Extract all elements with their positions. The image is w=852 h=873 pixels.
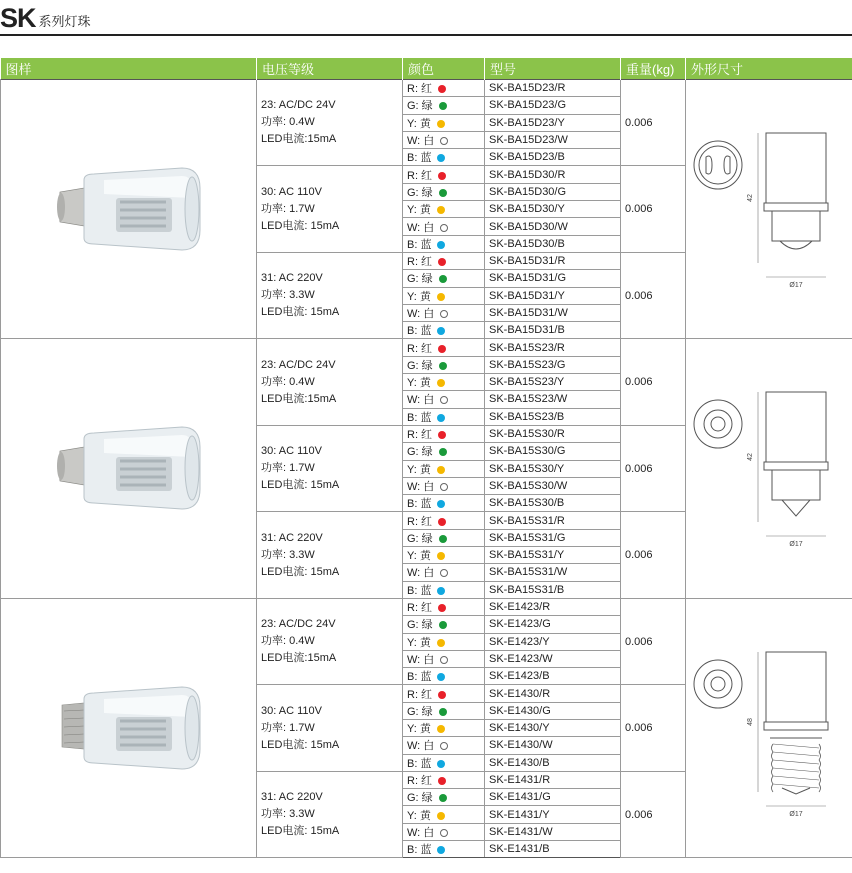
color-cell xyxy=(403,408,485,425)
led-current: LED电流: 15mA xyxy=(261,219,340,232)
col-header-weight: 重量(kg) xyxy=(621,58,686,80)
model-cell: SK-BA15D31/Y xyxy=(485,287,621,304)
color-cell xyxy=(403,443,485,460)
color-cell xyxy=(403,97,485,114)
color-label: G: 绿 xyxy=(407,792,433,805)
color-dot-icon xyxy=(438,777,446,785)
voltage-cell xyxy=(257,771,403,857)
color-dot-icon xyxy=(438,691,446,699)
model-cell: SK-E1431/W xyxy=(485,823,621,840)
color-dot-icon xyxy=(440,483,448,491)
color-label: G: 绿 xyxy=(407,705,433,718)
color-dot-icon xyxy=(438,604,446,612)
model-cell: SK-E1423/W xyxy=(485,650,621,667)
title-rule xyxy=(0,34,852,36)
voltage-cell xyxy=(257,425,403,511)
color-label: Y: 黄 xyxy=(407,204,431,217)
color-cell xyxy=(403,495,485,512)
color-cell xyxy=(403,598,485,615)
color-label: W: 白 xyxy=(407,221,435,234)
color-cell xyxy=(403,754,485,771)
model-cell: SK-E1431/R xyxy=(485,771,621,788)
voltage-cell xyxy=(257,252,403,338)
color-label: Y: 黄 xyxy=(407,117,431,130)
model-cell: SK-BA15D30/R xyxy=(485,166,621,183)
color-cell xyxy=(403,633,485,650)
color-label: R: 红 xyxy=(407,602,433,615)
color-dot-icon xyxy=(438,85,446,93)
color-cell xyxy=(403,270,485,287)
color-dot-icon xyxy=(440,224,448,232)
color-cell xyxy=(403,80,485,97)
model-cell: SK-BA15D31/W xyxy=(485,304,621,321)
color-label: R: 红 xyxy=(407,429,433,442)
series-subtitle: 系列灯珠 xyxy=(38,14,91,29)
model-cell: SK-BA15S30/R xyxy=(485,425,621,442)
color-label: R: 红 xyxy=(407,515,433,528)
product-image xyxy=(1,339,257,598)
color-dot-icon xyxy=(437,154,445,162)
voltage-rating: 30: AC 110V xyxy=(261,185,322,198)
color-dot-icon xyxy=(437,673,445,681)
model-cell: SK-E1430/R xyxy=(485,685,621,702)
voltage-rating: 31: AC 220V xyxy=(261,272,323,285)
color-dot-icon xyxy=(440,742,448,750)
spec-table xyxy=(0,58,852,858)
color-dot-icon xyxy=(439,621,447,629)
color-label: B: 蓝 xyxy=(407,238,432,251)
color-label: R: 红 xyxy=(407,83,433,96)
color-cell xyxy=(403,114,485,131)
color-cell xyxy=(403,322,485,339)
color-cell xyxy=(403,702,485,719)
model-cell: SK-BA15S31/R xyxy=(485,512,621,529)
color-label: R: 红 xyxy=(407,342,433,355)
voltage-cell xyxy=(257,512,403,598)
power-rating: 功率: 3.3W xyxy=(261,808,315,821)
model-cell: SK-BA15S23/W xyxy=(485,391,621,408)
voltage-cell xyxy=(257,685,403,771)
voltage-rating: 30: AC 110V xyxy=(261,704,322,717)
voltage-rating: 23: AC/DC 24V xyxy=(261,358,336,371)
color-cell xyxy=(403,425,485,442)
color-dot-icon xyxy=(438,172,446,180)
color-label: R: 红 xyxy=(407,688,433,701)
led-current: LED电流:15mA xyxy=(261,133,337,146)
voltage-rating: 30: AC 110V xyxy=(261,445,322,458)
color-label: W: 白 xyxy=(407,394,435,407)
model-cell: SK-E1423/B xyxy=(485,668,621,685)
led-current: LED电流: 15mA xyxy=(261,565,340,578)
model-cell: SK-BA15D23/R xyxy=(485,80,621,97)
power-rating: 功率: 0.4W xyxy=(261,635,315,648)
voltage-cell xyxy=(257,598,403,684)
color-cell xyxy=(403,252,485,269)
model-cell: SK-E1431/B xyxy=(485,841,621,858)
color-cell xyxy=(403,183,485,200)
color-dot-icon xyxy=(437,327,445,335)
weight-cell: 0.006 xyxy=(621,771,686,857)
table-body xyxy=(1,80,852,858)
model-cell: SK-BA15D23/G xyxy=(485,97,621,114)
color-dot-icon xyxy=(437,241,445,249)
voltage-cell xyxy=(257,80,403,166)
color-label: W: 白 xyxy=(407,135,435,148)
model-cell: SK-E1423/R xyxy=(485,598,621,615)
color-dot-icon xyxy=(439,708,447,716)
color-dot-icon xyxy=(439,102,447,110)
color-label: G: 绿 xyxy=(407,186,433,199)
color-dot-icon xyxy=(440,137,448,145)
color-cell xyxy=(403,356,485,373)
model-cell: SK-BA15S31/B xyxy=(485,581,621,598)
model-cell: SK-BA15D30/B xyxy=(485,235,621,252)
color-cell xyxy=(403,304,485,321)
color-cell xyxy=(403,149,485,166)
color-cell xyxy=(403,564,485,581)
power-rating: 功率: 3.3W xyxy=(261,548,315,561)
color-dot-icon xyxy=(437,414,445,422)
dimension-cell xyxy=(686,339,852,598)
table-row xyxy=(1,339,852,356)
voltage-cell xyxy=(257,166,403,252)
model-cell: SK-BA15S31/W xyxy=(485,564,621,581)
color-cell xyxy=(403,218,485,235)
led-current: LED电流:15mA xyxy=(261,652,337,665)
dimension-width-label: Ø17 xyxy=(789,810,803,818)
model-cell: SK-E1430/W xyxy=(485,737,621,754)
model-cell: SK-BA15S30/B xyxy=(485,495,621,512)
weight-cell: 0.006 xyxy=(621,80,686,166)
color-cell xyxy=(403,460,485,477)
color-label: G: 绿 xyxy=(407,359,433,372)
color-label: B: 蓝 xyxy=(407,844,432,857)
model-cell: SK-BA15S31/G xyxy=(485,529,621,546)
color-dot-icon xyxy=(437,812,445,820)
color-dot-icon xyxy=(438,345,446,353)
model-cell: SK-BA15D30/W xyxy=(485,218,621,235)
color-label: Y: 黄 xyxy=(407,463,431,476)
col-header-voltage: 电压等级 xyxy=(257,58,403,80)
model-cell: SK-E1431/G xyxy=(485,789,621,806)
model-cell: SK-E1430/B xyxy=(485,754,621,771)
color-cell xyxy=(403,529,485,546)
power-rating: 功率: 1.7W xyxy=(261,721,315,734)
model-cell: SK-BA15S23/Y xyxy=(485,374,621,391)
table-row xyxy=(1,80,852,97)
color-label: B: 蓝 xyxy=(407,325,432,338)
color-dot-icon xyxy=(439,448,447,456)
model-cell: SK-BA15D23/B xyxy=(485,149,621,166)
color-dot-icon xyxy=(437,500,445,508)
color-dot-icon xyxy=(440,396,448,404)
led-current: LED电流:15mA xyxy=(261,392,337,405)
col-header-dimension: 外形尺寸 xyxy=(686,58,852,80)
model-cell: SK-BA15D23/Y xyxy=(485,114,621,131)
product-image xyxy=(1,80,257,339)
led-current: LED电流: 15mA xyxy=(261,479,340,492)
color-label: Y: 黄 xyxy=(407,290,431,303)
color-label: R: 红 xyxy=(407,256,433,269)
color-dot-icon xyxy=(437,466,445,474)
color-label: W: 白 xyxy=(407,308,435,320)
color-label: G: 绿 xyxy=(407,446,433,459)
voltage-cell xyxy=(257,339,403,425)
bulb-icon xyxy=(54,677,204,777)
model-cell: SK-E1430/Y xyxy=(485,719,621,736)
color-cell xyxy=(403,477,485,494)
color-dot-icon xyxy=(439,794,447,802)
model-cell: SK-BA15S30/W xyxy=(485,477,621,494)
voltage-rating: 23: AC/DC 24V xyxy=(261,618,336,631)
color-cell xyxy=(403,650,485,667)
color-dot-icon xyxy=(439,275,447,283)
model-cell: SK-BA15S23/R xyxy=(485,339,621,356)
color-cell xyxy=(403,581,485,598)
power-rating: 功率: 0.4W xyxy=(261,116,315,129)
weight-cell: 0.006 xyxy=(621,598,686,684)
model-cell: SK-E1423/G xyxy=(485,616,621,633)
color-label: B: 蓝 xyxy=(407,757,432,770)
weight-cell: 0.006 xyxy=(621,339,686,425)
led-current: LED电流: 15mA xyxy=(261,306,340,319)
color-dot-icon xyxy=(439,362,447,370)
model-cell: SK-BA15S30/Y xyxy=(485,460,621,477)
color-label: R: 红 xyxy=(407,775,433,788)
model-cell: SK-BA15D30/G xyxy=(485,183,621,200)
color-label: R: 红 xyxy=(407,169,433,182)
color-dot-icon xyxy=(438,258,446,266)
color-label: Y: 黄 xyxy=(407,377,431,390)
color-cell xyxy=(403,391,485,408)
color-cell xyxy=(403,771,485,788)
color-cell xyxy=(403,235,485,252)
color-label: W: 白 xyxy=(407,567,435,580)
table-header-row xyxy=(1,58,852,80)
dimension-height-label: 42 xyxy=(747,453,754,462)
led-current: LED电流: 15mA xyxy=(261,738,340,751)
dimension-cell xyxy=(686,598,852,857)
color-label: W: 白 xyxy=(407,653,435,666)
color-dot-icon xyxy=(437,760,445,768)
color-dot-icon xyxy=(438,518,446,526)
model-cell: SK-BA15S31/Y xyxy=(485,547,621,564)
dimension-height-label: 48 xyxy=(747,717,754,726)
col-header-image: 图样 xyxy=(1,58,257,80)
color-dot-icon xyxy=(437,725,445,733)
color-cell xyxy=(403,685,485,702)
bulb-icon xyxy=(54,417,204,517)
color-cell xyxy=(403,616,485,633)
color-dot-icon xyxy=(437,552,445,560)
color-label: W: 白 xyxy=(407,826,435,839)
col-header-model: 型号 xyxy=(485,58,621,80)
model-cell: SK-E1423/Y xyxy=(485,633,621,650)
color-label: W: 白 xyxy=(407,480,435,493)
product-image xyxy=(1,598,257,857)
color-label: B: 蓝 xyxy=(407,152,432,165)
dimension-drawing xyxy=(686,113,852,303)
model-cell: SK-E1431/Y xyxy=(485,806,621,823)
model-cell: SK-BA15D23/W xyxy=(485,131,621,148)
color-label: G: 绿 xyxy=(407,532,433,545)
color-cell xyxy=(403,374,485,391)
dimension-drawing xyxy=(686,372,852,562)
bulb-icon xyxy=(54,158,204,258)
table-row xyxy=(1,598,852,615)
color-dot-icon xyxy=(437,379,445,387)
color-cell xyxy=(403,547,485,564)
voltage-rating: 31: AC 220V xyxy=(261,531,323,544)
color-label: Y: 黄 xyxy=(407,636,431,649)
power-rating: 功率: 1.7W xyxy=(261,462,315,475)
model-cell: SK-BA15D31/G xyxy=(485,270,621,287)
color-dot-icon xyxy=(440,829,448,837)
model-cell: SK-BA15D30/Y xyxy=(485,201,621,218)
color-label: B: 蓝 xyxy=(407,498,432,511)
power-rating: 功率: 0.4W xyxy=(261,375,315,388)
color-dot-icon xyxy=(437,587,445,595)
color-dot-icon xyxy=(437,293,445,301)
color-cell xyxy=(403,823,485,840)
series-name: SK xyxy=(0,3,36,33)
color-cell xyxy=(403,806,485,823)
weight-cell: 0.006 xyxy=(621,166,686,252)
dimension-height-label: 42 xyxy=(747,193,754,202)
color-cell xyxy=(403,166,485,183)
color-dot-icon xyxy=(440,310,448,318)
model-cell: SK-BA15S30/G xyxy=(485,443,621,460)
color-label: G: 绿 xyxy=(407,273,433,286)
voltage-rating: 31: AC 220V xyxy=(261,791,323,804)
dimension-cell xyxy=(686,80,852,339)
color-dot-icon xyxy=(439,189,447,197)
weight-cell: 0.006 xyxy=(621,252,686,338)
col-header-color: 颜色 xyxy=(403,58,485,80)
color-cell xyxy=(403,789,485,806)
color-dot-icon xyxy=(437,120,445,128)
dimension-width-label: Ø17 xyxy=(789,281,803,289)
power-rating: 功率: 3.3W xyxy=(261,289,315,302)
model-cell: SK-BA15D31/R xyxy=(485,252,621,269)
color-label: B: 蓝 xyxy=(407,411,432,424)
color-label: Y: 黄 xyxy=(407,809,431,822)
dimension-width-label: Ø17 xyxy=(789,541,803,549)
color-cell xyxy=(403,287,485,304)
model-cell: SK-E1430/G xyxy=(485,702,621,719)
color-label: B: 蓝 xyxy=(407,584,432,597)
color-dot-icon xyxy=(437,206,445,214)
model-cell: SK-BA15S23/B xyxy=(485,408,621,425)
power-rating: 功率: 1.7W xyxy=(261,202,315,215)
color-dot-icon xyxy=(437,639,445,647)
color-cell xyxy=(403,339,485,356)
color-dot-icon xyxy=(439,535,447,543)
color-label: W: 白 xyxy=(407,740,435,753)
page-header xyxy=(0,2,91,32)
weight-cell: 0.006 xyxy=(621,425,686,511)
model-cell: SK-BA15S23/G xyxy=(485,356,621,373)
color-label: B: 蓝 xyxy=(407,671,432,684)
led-current: LED电流: 15mA xyxy=(261,825,340,838)
color-cell xyxy=(403,719,485,736)
dimension-drawing xyxy=(686,632,852,822)
color-dot-icon xyxy=(440,569,448,577)
voltage-rating: 23: AC/DC 24V xyxy=(261,99,336,112)
color-cell xyxy=(403,201,485,218)
model-cell: SK-BA15D31/B xyxy=(485,322,621,339)
color-label: Y: 黄 xyxy=(407,723,431,736)
color-label: Y: 黄 xyxy=(407,550,431,563)
color-cell xyxy=(403,841,485,858)
color-dot-icon xyxy=(437,846,445,854)
color-cell xyxy=(403,131,485,148)
color-dot-icon xyxy=(438,431,446,439)
color-dot-icon xyxy=(440,656,448,664)
color-cell xyxy=(403,512,485,529)
color-cell xyxy=(403,737,485,754)
color-label: G: 绿 xyxy=(407,619,433,632)
weight-cell: 0.006 xyxy=(621,512,686,598)
color-cell xyxy=(403,668,485,685)
color-label: G: 绿 xyxy=(407,100,433,113)
weight-cell: 0.006 xyxy=(621,685,686,771)
